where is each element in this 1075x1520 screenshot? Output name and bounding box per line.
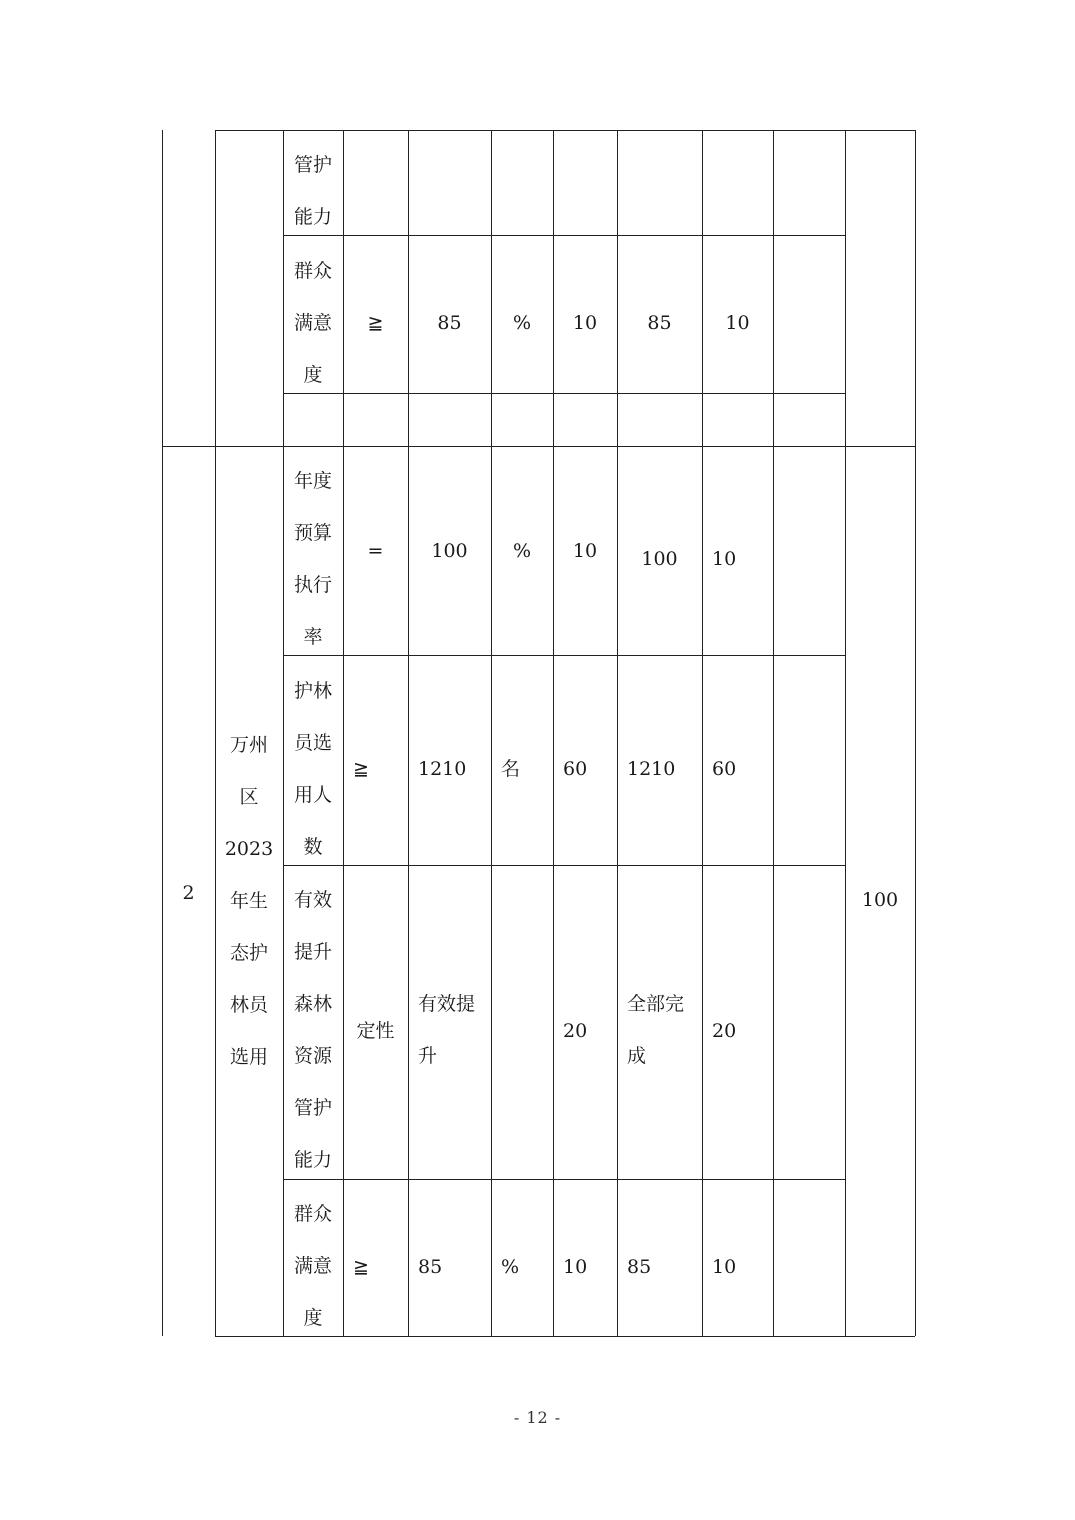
indicator-cell: 群众 满意 度 — [293, 1203, 332, 1329]
actual-cell: 1210 — [627, 758, 676, 780]
score-cell: 60 — [712, 758, 737, 780]
indicator-cell: 年度 预算 执行 率 — [293, 470, 332, 648]
actual-cell: 85 — [627, 1256, 652, 1278]
target-cell: 有效提 升 — [418, 993, 476, 1067]
weight-cell: 10 — [572, 540, 598, 562]
target-cell: 1210 — [418, 758, 467, 780]
actual-cell: 85 — [647, 312, 672, 334]
score-cell: 10 — [725, 312, 750, 334]
unit-cell: % — [512, 540, 532, 562]
score-cell: 10 — [712, 1256, 737, 1278]
weight-cell: 20 — [563, 1020, 588, 1042]
target-cell: 85 — [418, 1256, 443, 1278]
operator-cell: ≧ — [367, 312, 384, 334]
weight-cell: 10 — [572, 312, 598, 334]
unit-cell: % — [512, 312, 532, 334]
actual-cell: 全部完 成 — [627, 993, 685, 1067]
target-cell: 100 — [431, 540, 468, 562]
unit-cell: % — [501, 1256, 520, 1278]
score-cell: 20 — [712, 1020, 737, 1042]
index-cell: 2 — [182, 882, 195, 904]
page-number: - 12 - — [513, 1408, 562, 1427]
weight-cell: 60 — [563, 758, 588, 780]
indicator-cell: 护林 员选 用人 数 — [293, 680, 332, 858]
score-cell: 10 — [712, 548, 737, 570]
operator-cell: 定性 — [356, 1020, 395, 1042]
weight-cell: 10 — [563, 1256, 588, 1278]
operator-cell: ≧ — [353, 1256, 369, 1278]
indicator-cell: 有效 提升 森林 资源 管护 能力 — [293, 889, 332, 1171]
operator-cell: ≧ — [353, 758, 369, 780]
operator-cell: = — [367, 540, 384, 562]
project-name-cell: 万州 区 2023 年生 态护 林员 选用 — [224, 734, 274, 1068]
unit-cell: 名 — [501, 758, 521, 780]
total-score-cell: 100 — [861, 889, 899, 911]
actual-cell: 100 — [641, 548, 678, 570]
target-cell: 85 — [437, 312, 462, 334]
indicator-cell: 管护 能力 — [293, 154, 332, 228]
indicator-cell: 群众 满意 度 — [293, 260, 332, 386]
